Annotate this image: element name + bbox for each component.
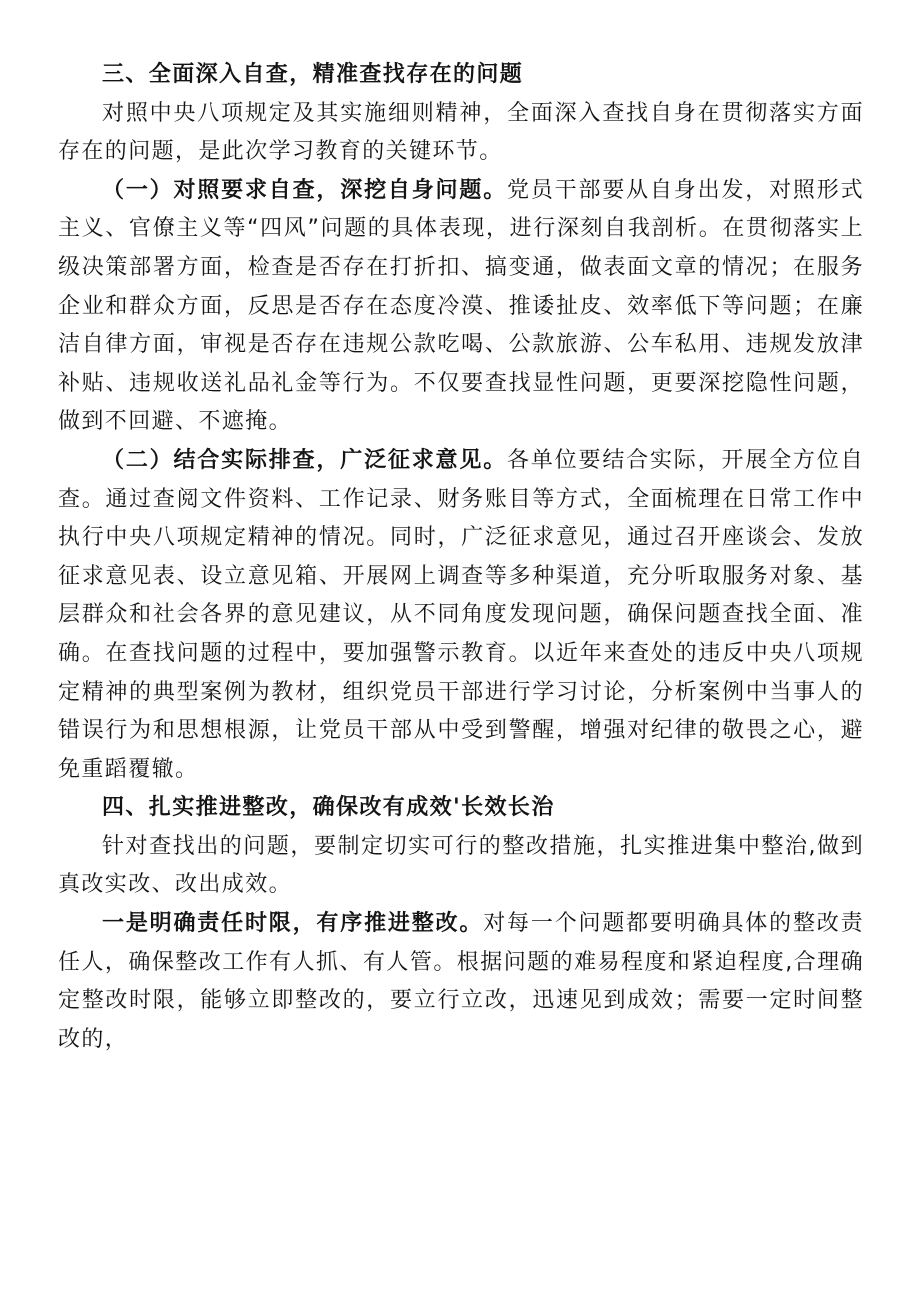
section4-item1-body: 对每一个问题都要明确具体的整改责任人，确保整改工作有人抓、有人管。根据问题的难易程度和紧迫程度,合理确定整改时限，能够立即整改的，要立行立改，迅速见到成效；需要一定时间整改的， (58, 911, 865, 1052)
section3-heading: 三、全面深入自查，精准查找存在的问题 (102, 62, 524, 87)
section4-item1 (58, 905, 864, 1059)
section3-intro: 对照中央八项规定及其实施细则精神，全面深入查找自身在贯彻落实方面存在的问题，是此次学习教育的关键环节。 (58, 100, 864, 165)
section3-item1-body: 党员干部要从自身出发，对照形式主义、官僚主义等“四风”问题的具体表现，进行深刻自我剖析。在贯彻落实上级决策部署方面，检查是否存在打折扣、搞变通，做表面文章的情况；在服务企业和群众方面，反思是否存在态度冷漠、推诿扯皮、效率低下等问题；在廉洁自律方面，审视是否存在违规公款吃喝、公款旅游、公车私用、违规发放津补贴、违规收送礼品礼金等行为。不仅要查找显性问题，更要深挖隐性问题，做到不回避、不遮掩。 (58, 177, 864, 435)
section4-intro: 针对查找出的问题，要制定切实可行的整改措施，扎实推进集中整治,做到真改实改、改出成效。 (58, 833, 864, 898)
section3-item1-lead: （一）对照要求自查，深挖自身问题。 (102, 177, 508, 203)
section3-item2-lead: （二）结合实际排查，广泛征求意见。 (102, 447, 508, 473)
section3-item2-body: 各单位要结合实际，开展全方位自查。通过查阅文件资料、工作记录、财务账目等方式，全面梳理在日常工作中执行中央八项规定精神的情况。同时，广泛征求意见，通过召开座谈会、发放征求意见表、设立意见箱、开展网上调查等多种渠道，充分听取服务对象、基层群众和社会各界的意见建议，从不同角度发现问题，确保问题查找全面、准确。在查找问题的过程中，要加强警示教育。以近年来查处的违反中央八项规定精神的典型案例为教材，组织党员干部进行学习讨论，分析案例中当事人的错误行为和思想根源，让党员干部从中受到警醒，增强对纪律的敬畏之心，避免重蹈覆辙。 (58, 447, 864, 782)
section3-item2 (58, 442, 864, 789)
document-page (58, 56, 864, 1059)
section3-item1 (58, 172, 864, 442)
section4-heading: 四、扎实推进整改，确保改有成效'长效长治 (102, 795, 555, 821)
section4-item1-lead: 一是明确责任时限，有序推进整改。 (102, 911, 484, 937)
